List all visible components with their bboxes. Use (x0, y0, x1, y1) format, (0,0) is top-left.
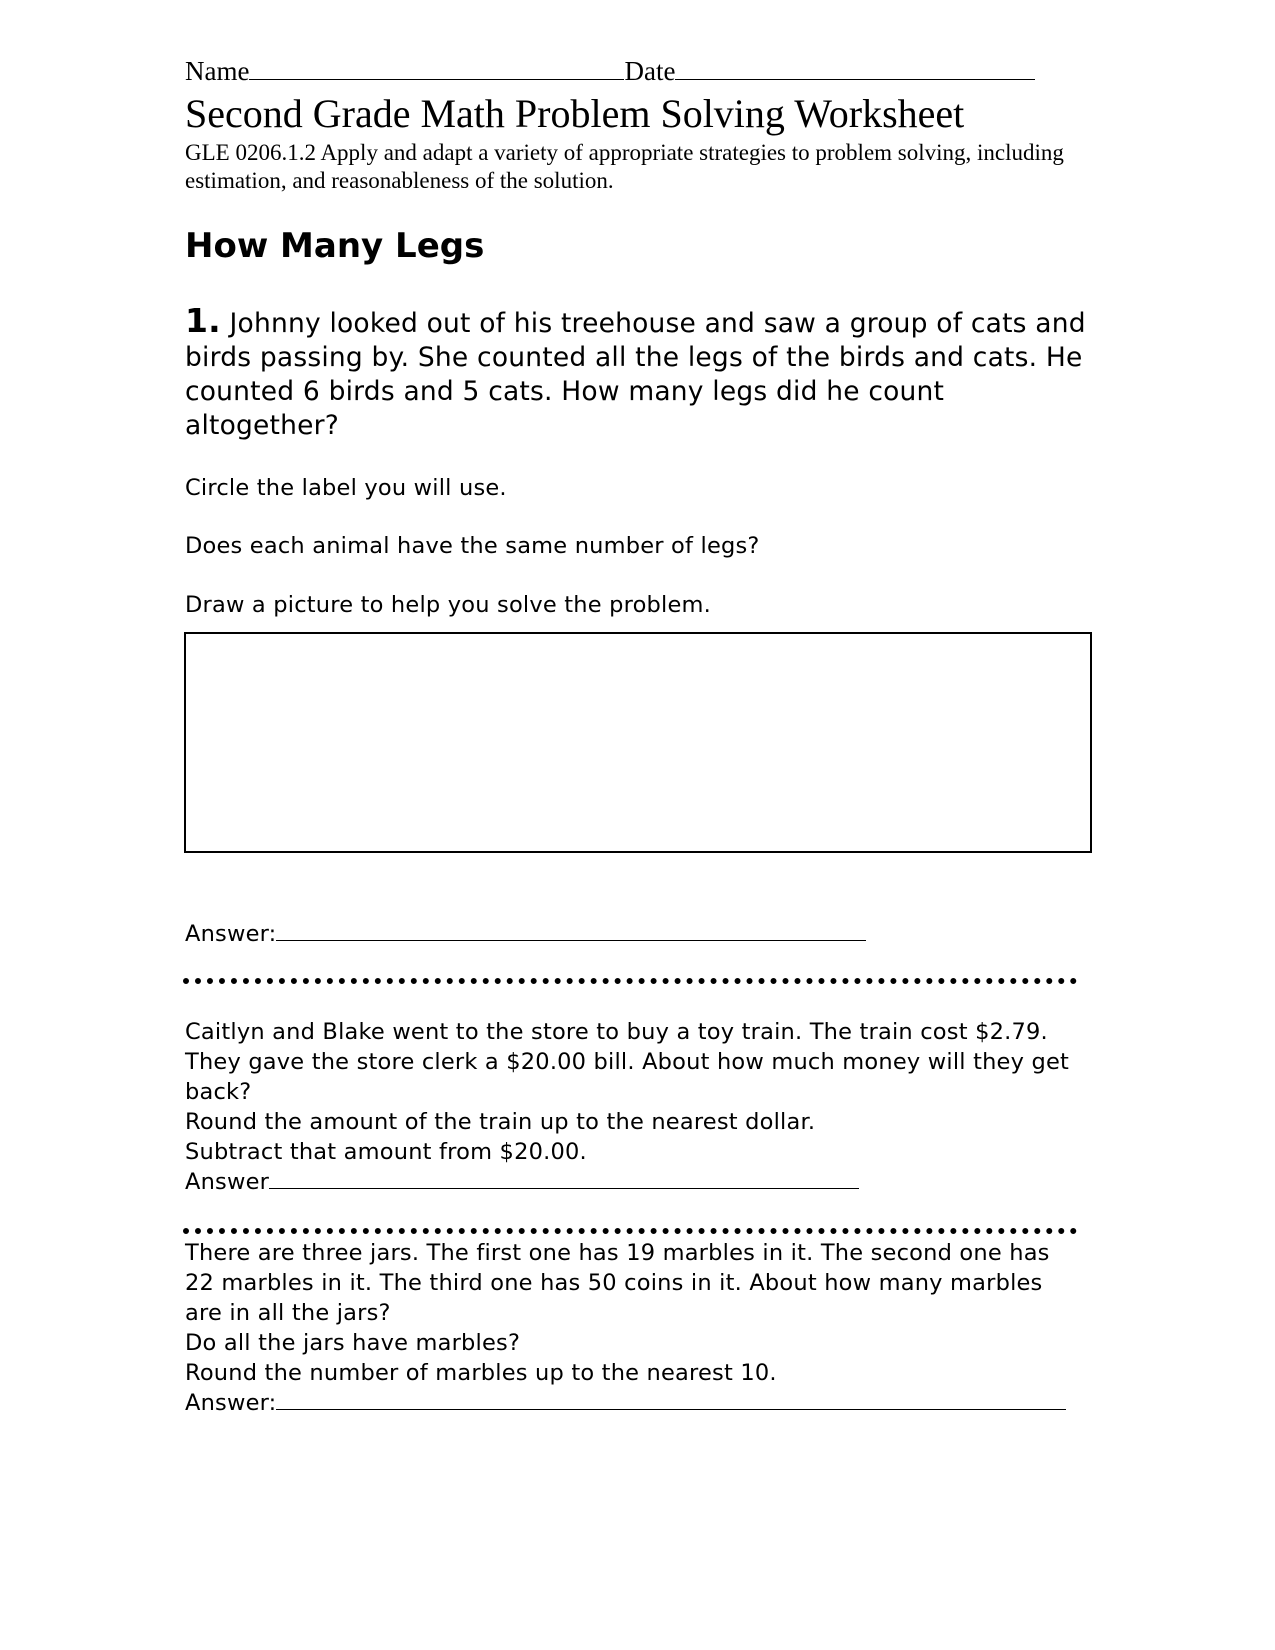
problem-3-step-round: Round the number of marbles up to the nearest 10. (185, 1360, 777, 1386)
circle-label-prompt: Circle the label you will use. (185, 475, 507, 501)
problem-3-step-check: Do all the jars have marbles? (185, 1330, 521, 1356)
name-date-line (185, 56, 1035, 87)
problem-1-answer-label: Answer: (185, 921, 277, 947)
problem-2-step-round: Round the amount of the train up to the nearest dollar. (185, 1109, 816, 1135)
problem-3-answer-label: Answer: (185, 1390, 277, 1416)
dotted-divider (183, 978, 1077, 984)
problem-2 (185, 1017, 1085, 1197)
problem-2-answer-field[interactable] (269, 1187, 859, 1189)
problem-1-number: 1. (185, 301, 221, 340)
problem-2-answer-row (185, 1167, 1085, 1197)
problem-3-text: There are three jars. The first one has 19 marbles in it. The second one has 22 marbles in it. The third one has 50 coins in it. About how many marbles are in all the jars? (185, 1240, 1050, 1326)
problem-3-answer-row (185, 1388, 1085, 1418)
problem-1-text (185, 301, 1090, 443)
name-field[interactable] (249, 78, 624, 80)
problem-1-body: Johnny looked out of his treehouse and saw a group of cats and birds passing by. She counted all the legs of the birds and cats. He counted 6 birds and 5 cats. How many legs did he count altogether? (185, 308, 1086, 441)
section-heading: How Many Legs (185, 226, 485, 266)
drawing-box[interactable] (184, 632, 1092, 853)
problem-1-answer-row (185, 921, 866, 947)
name-label: Name (185, 56, 250, 86)
draw-picture-prompt: Draw a picture to help you solve the problem. (185, 592, 711, 618)
dotted-divider (183, 1228, 1077, 1234)
date-label: Date (624, 56, 676, 86)
problem-2-answer-label: Answer (185, 1169, 270, 1195)
standard-description: GLE 0206.1.2 Apply and adapt a variety of appropriate strategies to problem solving, including estimation, and reasonableness of the solution. (185, 140, 1064, 193)
problem-2-step-subtract: Subtract that amount from $20.00. (185, 1139, 587, 1165)
problem-2-text: Caitlyn and Blake went to the store to buy a toy train. The train cost $2.79. They gave the store clerk a $20.00 bill. About how much money will they get back? (185, 1019, 1070, 1105)
problem-1-answer-field[interactable] (276, 939, 866, 941)
problem-3 (185, 1238, 1085, 1418)
date-field[interactable] (675, 78, 1035, 80)
worksheet-title: Second Grade Math Problem Solving Worksheet (185, 91, 965, 136)
same-legs-prompt: Does each animal have the same number of legs? (185, 533, 760, 559)
problem-3-answer-field[interactable] (276, 1408, 1066, 1410)
